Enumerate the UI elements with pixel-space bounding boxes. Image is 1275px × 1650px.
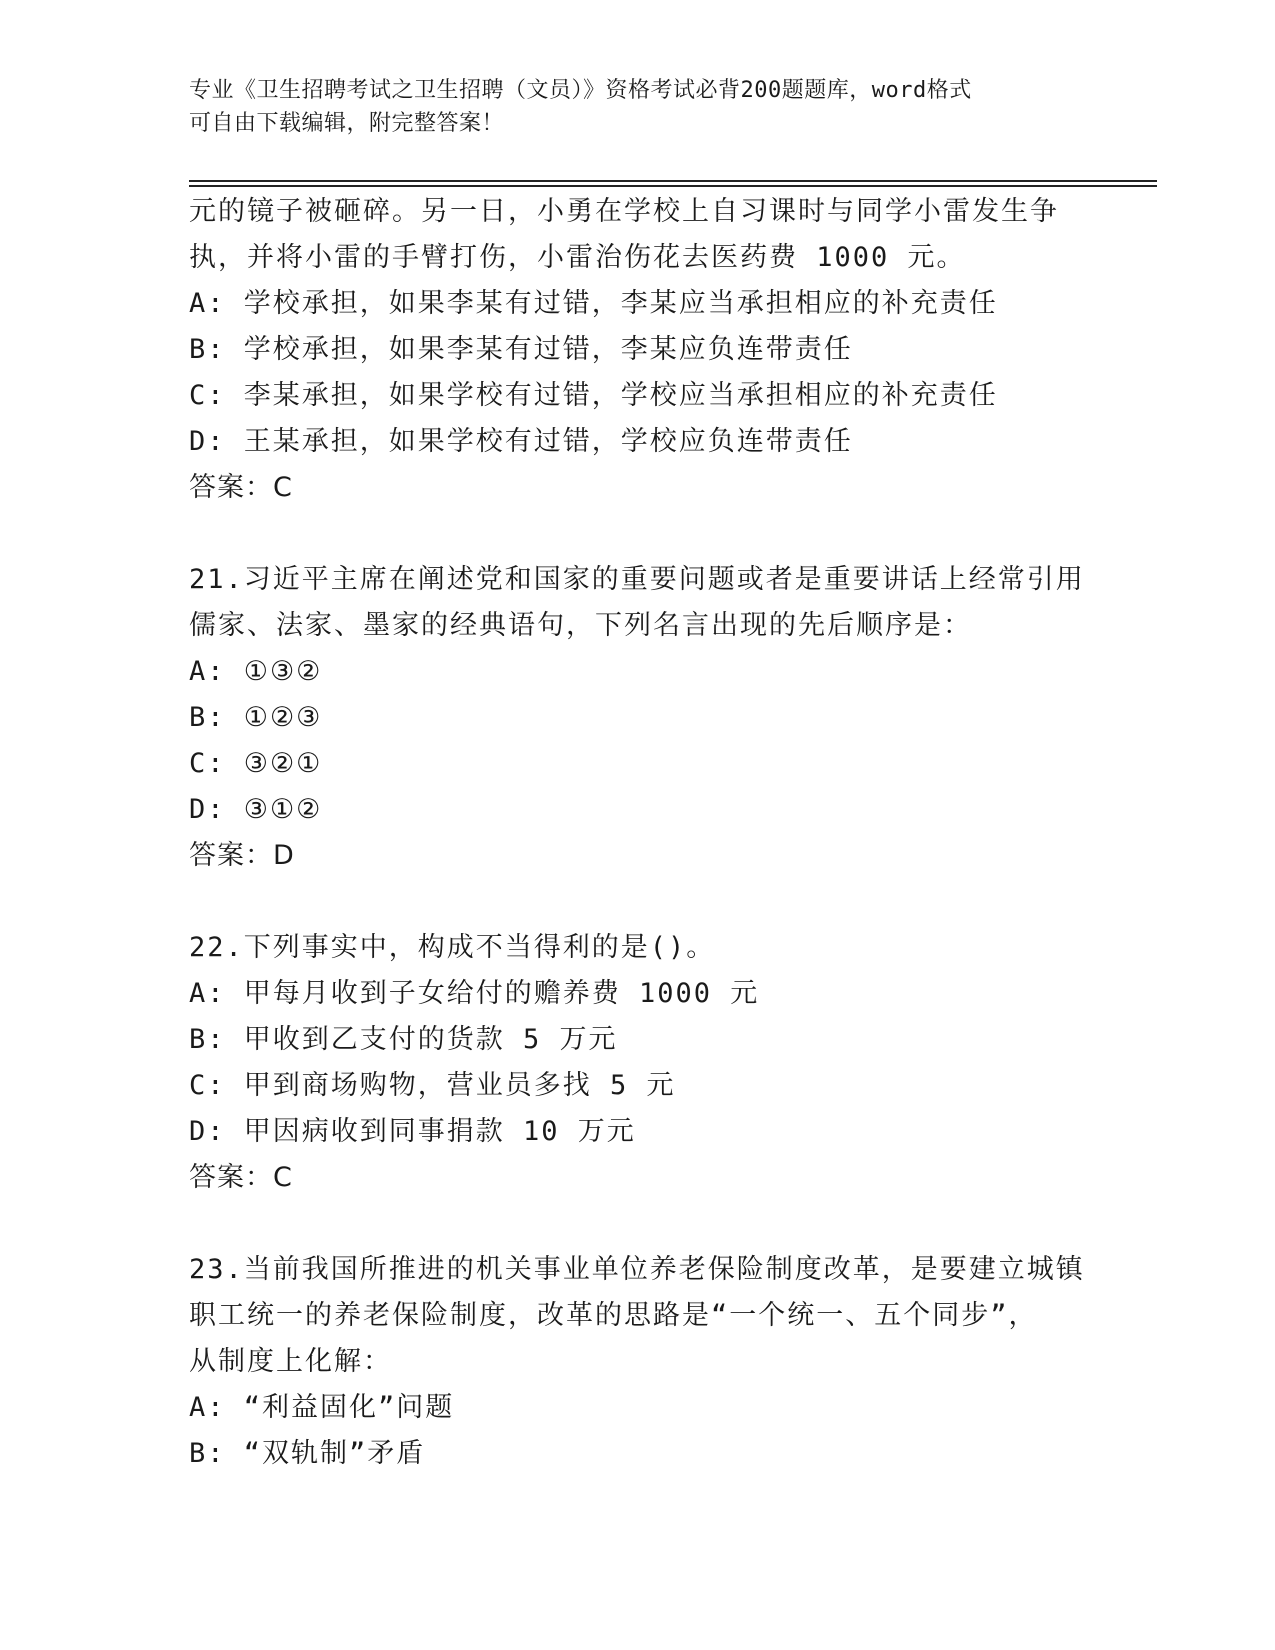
option-a: A: 学校承担，如果李某有过错，李某应当承担相应的补充责任	[189, 288, 998, 319]
answer-line: 答案：C	[189, 1162, 293, 1193]
question-list	[189, 189, 1089, 1477]
option-b: B: ①②③	[189, 702, 323, 733]
option-d: D: 王某承担，如果学校有过错，学校应负连带责任	[189, 426, 853, 457]
header-divider-top	[189, 180, 1157, 182]
option-d: D: ③①②	[189, 794, 323, 825]
spacer	[189, 1201, 1089, 1247]
header-title-line-1: 专业《卫生招聘考试之卫生招聘（文员）》资格考试必背200题题库，word格式	[189, 78, 972, 103]
option-b: B: 学校承担，如果李某有过错，李某应负连带责任	[189, 334, 853, 365]
question-block-23	[189, 1247, 1089, 1477]
question-stem-line: 儒家、法家、墨家的经典语句，下列名言出现的先后顺序是：	[189, 610, 972, 641]
header-divider-bottom	[189, 185, 1157, 187]
question-stem-line: 从制度上化解：	[189, 1346, 392, 1377]
option-c: C: ③②①	[189, 748, 323, 779]
option-c: C: 李某承担，如果学校有过错，学校应当承担相应的补充责任	[189, 380, 998, 411]
question-stem-line: 21.习近平主席在阐述党和国家的重要问题或者是重要讲话上经常引用	[189, 564, 1085, 595]
option-a: A: 甲每月收到子女给付的赡养费 1000 元	[189, 978, 760, 1009]
question-block-20-continued	[189, 189, 1089, 511]
question-stem-line: 23.当前我国所推进的机关事业单位养老保险制度改革，是要建立城镇	[189, 1254, 1085, 1285]
option-b: B: 甲收到乙支付的货款 5 万元	[189, 1024, 618, 1055]
answer-line: 答案：C	[189, 472, 293, 503]
question-stem-line: 元的镜子被砸碎。另一日，小勇在学校上自习课时与同学小雷发生争	[189, 196, 1059, 227]
page-header	[189, 74, 1089, 140]
spacer	[189, 879, 1089, 925]
option-a: A: “利益固化”问题	[189, 1392, 455, 1423]
header-title-line-2: 可自由下载编辑，附完整答案！	[189, 111, 505, 136]
answer-line: 答案：D	[189, 840, 295, 871]
question-stem-line: 执，并将小雷的手臂打伤，小雷治伤花去医药费 1000 元。	[189, 242, 966, 273]
option-c: C: 甲到商场购物，营业员多找 5 元	[189, 1070, 676, 1101]
option-b: B: “双轨制”矛盾	[189, 1438, 426, 1469]
option-d: D: 甲因病收到同事捐款 10 万元	[189, 1116, 636, 1147]
question-block-22	[189, 925, 1089, 1201]
question-stem-line: 职工统一的养老保险制度，改革的思路是“一个统一、五个同步”，	[189, 1300, 1038, 1331]
question-block-21	[189, 557, 1089, 879]
question-stem-line: 22.下列事实中，构成不当得利的是()。	[189, 932, 716, 963]
spacer	[189, 511, 1089, 557]
option-a: A: ①③②	[189, 656, 323, 687]
